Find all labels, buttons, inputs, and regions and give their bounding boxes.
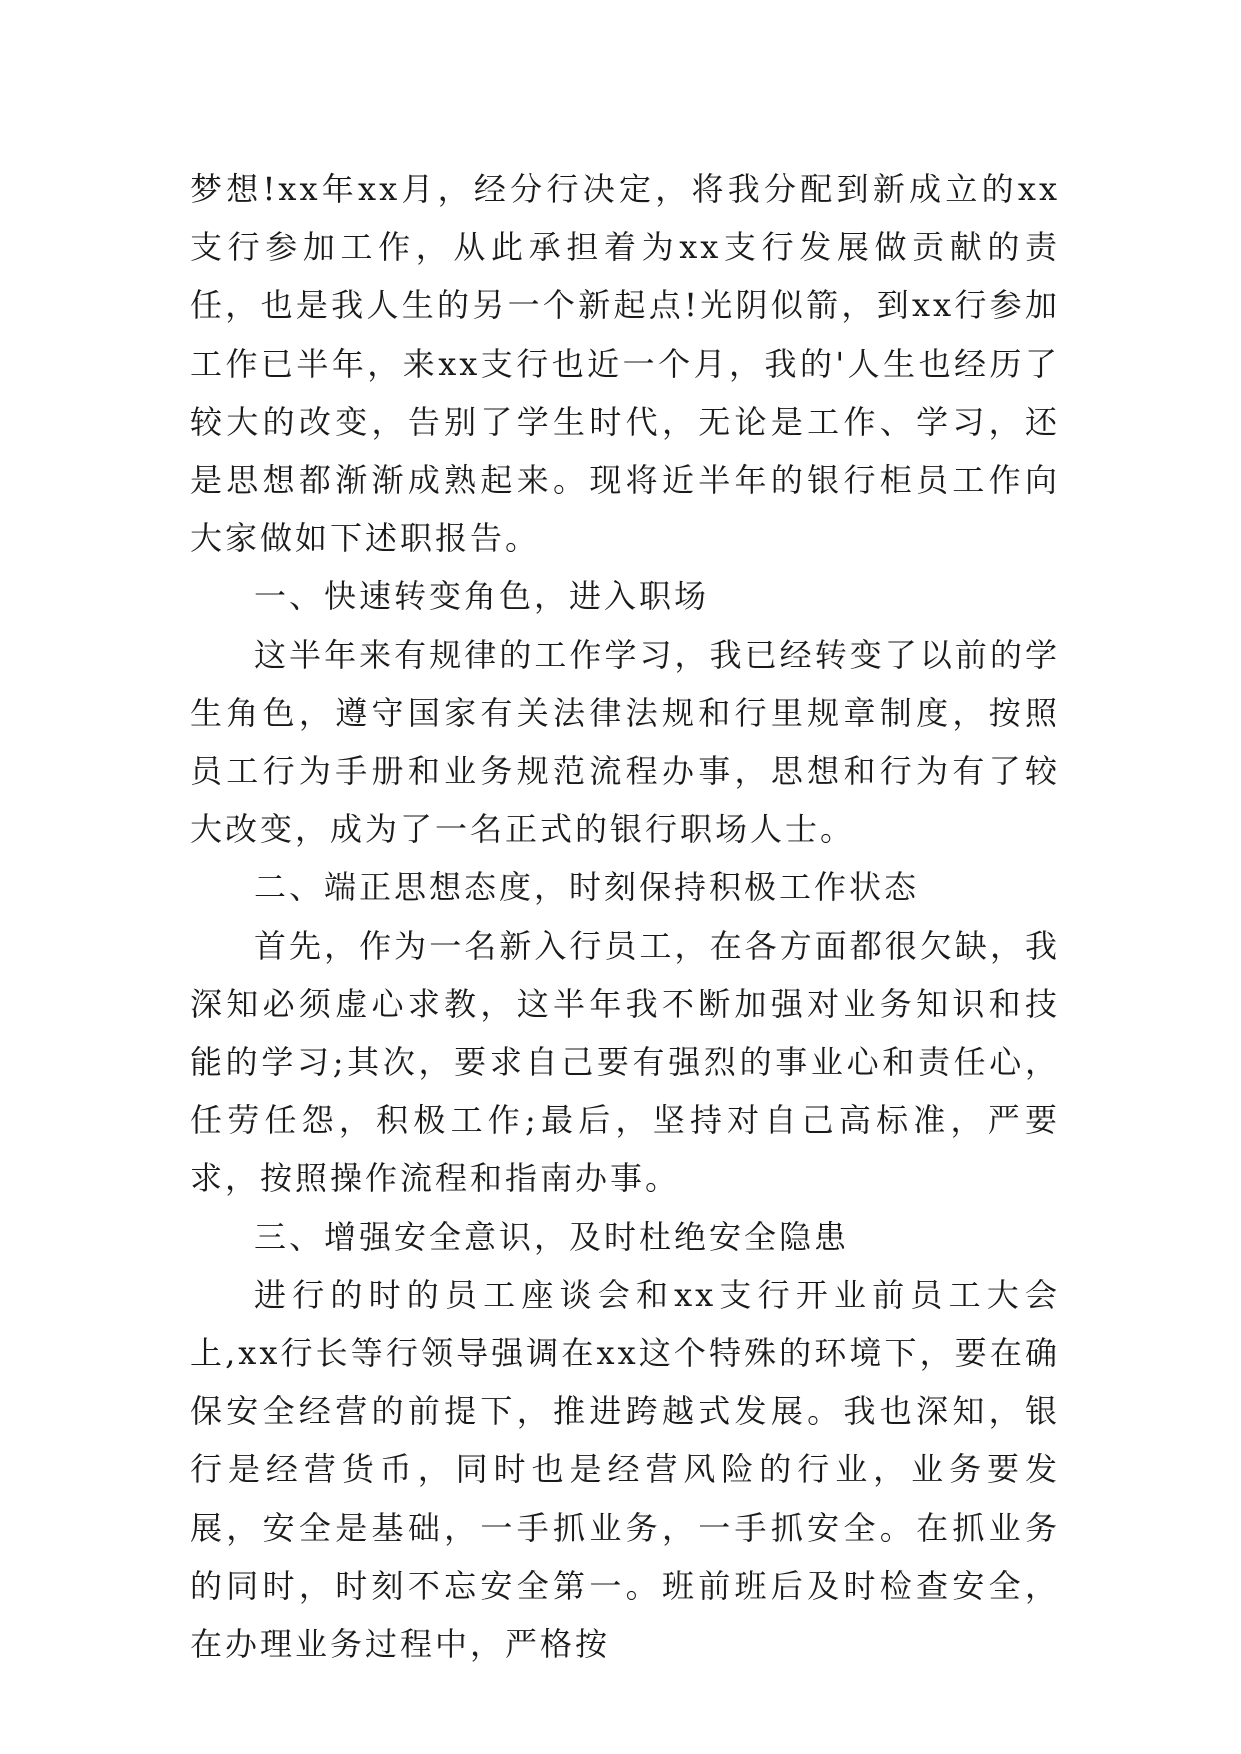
section-heading-3: 三、增强安全意识，及时杜绝安全隐患 (254, 1217, 850, 1256)
paragraph-section-3: 进行的时的员工座谈会和xx支行开业前员工大会上,xx行长等行领导强调在xx这个特殊的环境下，要在确保安全经营的前提下，推进跨越式发展。我也深知，银行是经营货币，同时也是经营风险的行业，业务要发展，安全是基础，一手抓业务，一手抓安全。在抓业务的同时，时刻不忘安全第一。班前班后及时检查安全，在办理业务过程中，严格按 (190, 1275, 1060, 1664)
section-heading-2: 二、端正思想态度，时刻保持积极工作状态 (254, 868, 920, 907)
section-heading-1: 一、快速转变角色，进入职场 (254, 577, 710, 616)
paragraph-section-2: 首先，作为一名新入行员工，在各方面都很欠缺，我深知必须虚心求教，这半年我不断加强对业务知识和技能的学习;其次，要求自己要有强烈的事业心和责任心，任劳任怨，积极工作;最后，坚持对自己高标准，严要求，按照操作流程和指南办事。 (190, 926, 1060, 1198)
paragraph-section-1: 这半年来有规律的工作学习，我已经转变了以前的学生角色，遵守国家有关法律法规和行里规章制度，按照员工行为手册和业务规范流程办事，思想和行为有了较大改变，成为了一名正式的银行职场人士。 (190, 635, 1060, 849)
paragraph-intro: 梦想!xx年xx月，经分行决定，将我分配到新成立的xx支行参加工作，从此承担着为xx支行发展做贡献的责任，也是我人生的另一个新起点!光阴似箭，到xx行参加工作已半年，来xx支行也近一个月，我的'人生也经历了较大的改变，告别了学生时代，无论是工作、学习，还是思想都渐渐成熟起来。现将近半年的银行柜员工作向大家做如下述职报告。 (190, 170, 1060, 558)
document-body (190, 160, 1060, 1673)
